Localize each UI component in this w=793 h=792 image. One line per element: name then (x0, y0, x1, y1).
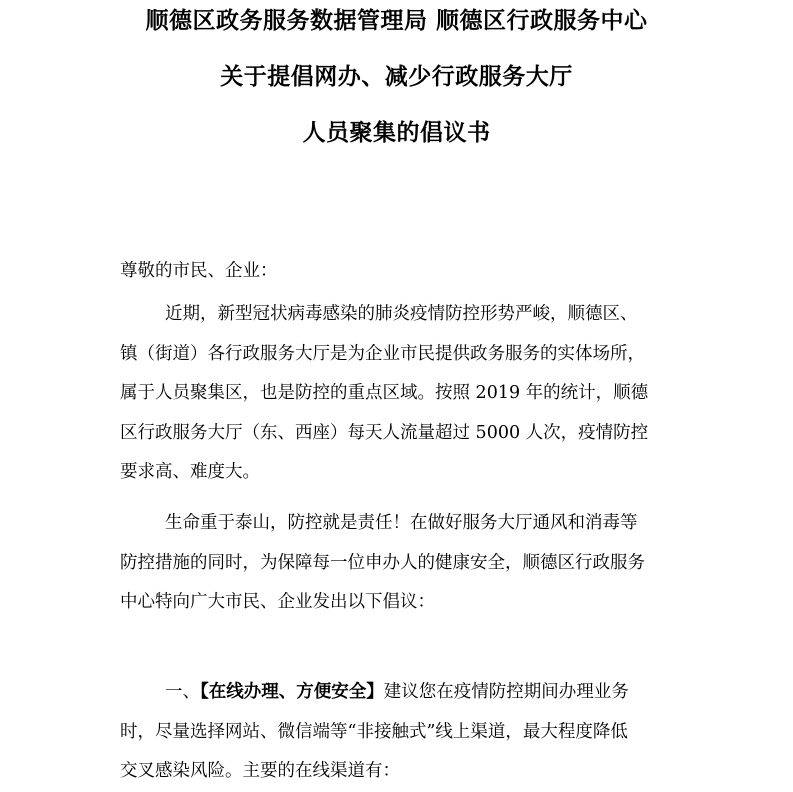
proposal-item-1-line-3: 交叉感染风险。主要的在线渠道有： (120, 761, 400, 781)
title-line-3: 人员聚集的倡议书 (302, 120, 491, 146)
proposal-item-1-number: 一、 (165, 682, 200, 702)
paragraph-1 (120, 295, 680, 493)
paragraph-1-line-1: 近期，新型冠状病毒感染的肺炎疫情防控形势严峻，顺德区、 (165, 304, 638, 324)
paragraph-2-line-1: 生命重于泰山，防控就是责任！在做好服务大厅通风和消毒等 (165, 513, 638, 533)
paragraph-1-line-3: 属于人员聚集区，也是防控的重点区域。按照 2019 年的统计，顺德 (120, 383, 649, 403)
paragraph-2-line-3: 中心特向广大市民、企业发出以下倡议： (120, 592, 435, 612)
proposal-item-1-heading: 【在线办理、方便安全】 (200, 682, 384, 702)
proposal-item-1-line-1-rest: 建议您在疫情防控期间办理业务 (383, 682, 629, 702)
proposal-item-1-line-2: 时，尽量选择网站、微信端等“非接触式”线上渠道，最大程度降低 (120, 721, 628, 742)
proposal-item-1-line-1 (120, 673, 680, 713)
title-line-2: 关于提倡网办、减少行政服务大厅 (220, 64, 573, 90)
title-line-1: 顺德区政务服务数据管理局 顺德区行政服务中心 (145, 8, 648, 34)
paragraph-2 (120, 504, 680, 623)
proposal-item-1 (120, 673, 680, 792)
salutation: 尊敬的市民、企业： (120, 261, 278, 281)
paragraph-1-line-5: 要求高、难度大。 (120, 462, 260, 482)
paragraph-2-line-2: 防控措施的同时，为保障每一位申办人的健康安全，顺德区行政服务 (120, 552, 645, 573)
paragraph-1-line-2: 镇（街道）各行政服务大厅是为企业市民提供政务服务的实体场所， (120, 343, 645, 364)
paragraph-1-line-4: 区行政服务大厅（东、西座）每天人流量超过 5000 人次，疫情防控 (120, 422, 649, 443)
